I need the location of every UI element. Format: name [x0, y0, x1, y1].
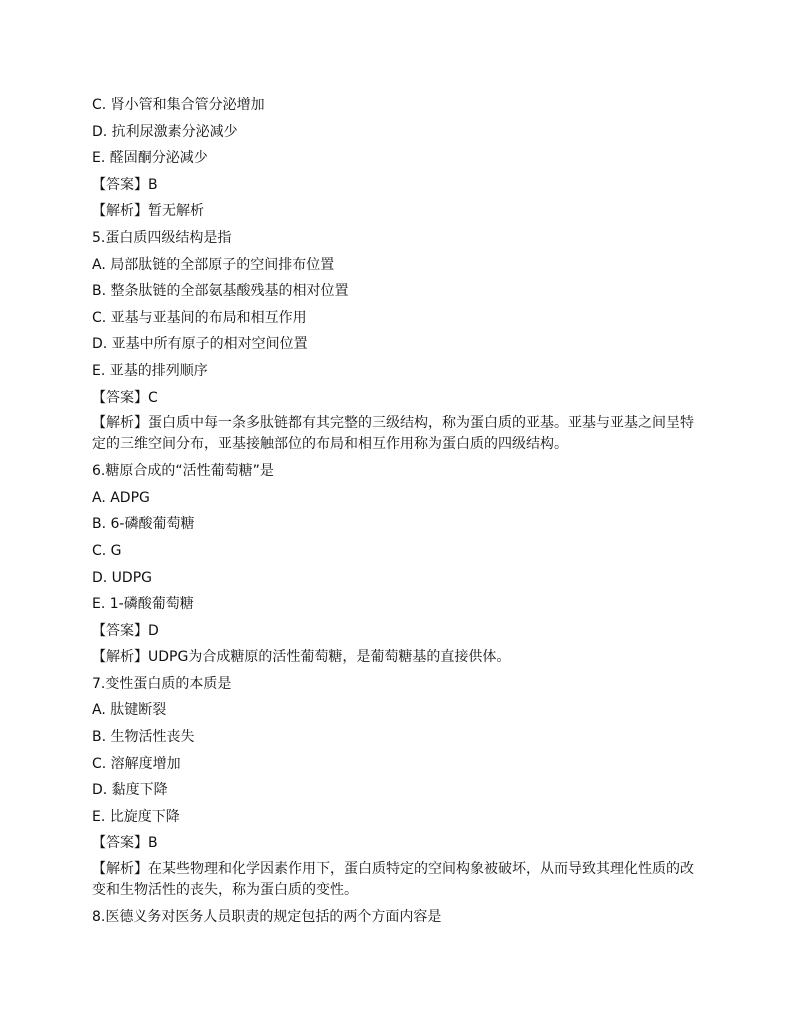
option-line: C. 溶解度增加	[92, 755, 181, 772]
option-line: C. G	[92, 542, 122, 559]
analysis-line: 【解析】UDPG为合成糖原的活性葡萄糖，是葡萄糖基的直接供体。	[92, 649, 511, 666]
option-line: B. 生物活性丧失	[92, 729, 195, 746]
answer-line: 【答案】C	[92, 389, 158, 406]
analysis-line: 【解析】暂无解析	[92, 203, 204, 220]
option-line: A. 局部肽链的全部原子的空间排布位置	[92, 256, 335, 273]
answer-line: 【答案】B	[92, 176, 158, 193]
option-line: E. 醛固酮分泌减少	[92, 150, 208, 167]
option-line: D. 亚基中所有原子的相对空间位置	[92, 336, 308, 353]
option-line: A. ADPG	[92, 489, 150, 506]
option-line: C. 肾小管和集合管分泌增加	[92, 97, 265, 113]
question-line: 5.蛋白质四级结构是指	[92, 229, 232, 246]
option-line: D. UDPG	[92, 569, 152, 586]
option-line: B. 6-磷酸葡萄糖	[92, 516, 195, 533]
option-line: D. 黏度下降	[92, 782, 168, 799]
question-line: 6.糖原合成的“活性葡萄糖”是	[92, 463, 274, 480]
option-line: E. 1-磷酸葡萄糖	[92, 596, 194, 613]
option-line: E. 比旋度下降	[92, 808, 180, 825]
option-line: E. 亚基的排列顺序	[92, 362, 208, 379]
option-line: B. 整条肽链的全部氨基酸残基的相对位置	[92, 283, 349, 300]
question-line: 7.变性蛋白质的本质是	[92, 675, 232, 692]
question-line: 8.医德义务对医务人员职责的规定包括的两个方面内容是	[92, 909, 442, 926]
answer-line: 【答案】D	[92, 622, 159, 639]
option-line: A. 肽键断裂	[92, 702, 167, 719]
analysis-paragraph: 【解析】在某些物理和化学因素作用下，蛋白质特定的空间构象被破坏，从而导致其理化性质的改变和生物活性的丧失，称为蛋白质的变性。	[92, 861, 694, 899]
document-page	[92, 92, 704, 931]
option-line: C. 亚基与亚基间的布局和相互作用	[92, 309, 307, 326]
analysis-paragraph: 【解析】蛋白质中每一条多肽链都有其完整的三级结构，称为蛋白质的亚基。亚基与亚基之间呈特定的三维空间分布，亚基接触部位的布局和相互作用称为蛋白质的四级结构。	[92, 415, 694, 453]
option-line: D. 抗利尿激素分泌减少	[92, 123, 238, 140]
answer-line: 【答案】B	[92, 835, 158, 852]
